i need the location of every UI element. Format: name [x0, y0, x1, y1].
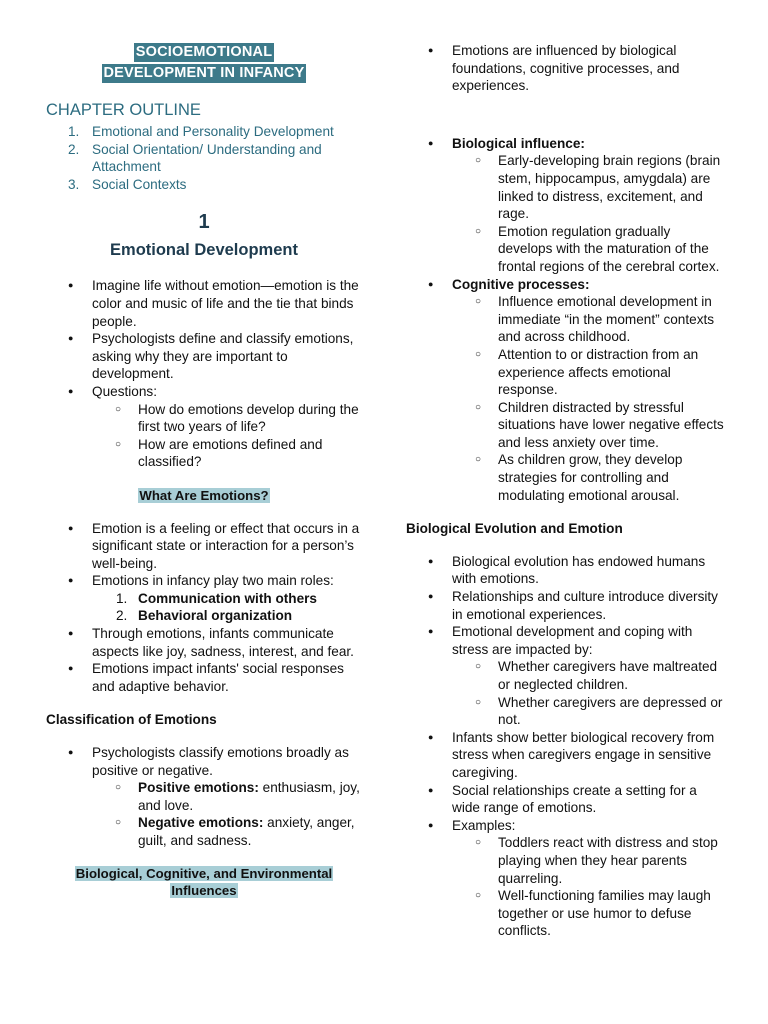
list-item: ○ Children distracted by stressful situations have lower negative effects and less anxiety over time.: [452, 399, 728, 452]
document-title: [46, 43, 362, 83]
right-column: [406, 0, 728, 940]
outline-item: 2. Social Orientation/ Understanding and Attachment: [68, 141, 322, 175]
list-item: ● Emotions are influenced by biological foundations, cognitive processes, and experiences.: [406, 42, 728, 95]
list-item: ● Infants show better biological recovery from stress when caregivers engage in sensitive caregiving.: [406, 729, 728, 782]
list-item: ○ Well-functioning families may laugh together or use humor to defuse conflicts.: [452, 887, 728, 940]
list-item: ○ As children grow, they develop strategies for controlling and modulating emotional arousal.: [452, 451, 728, 504]
title-line-1: SOCIOEMOTIONAL: [135, 44, 273, 60]
title-line-2: DEVELOPMENT IN INFANCY: [103, 65, 305, 81]
list-item: ○ Toddlers react with distress and stop playing when they hear parents quarreling.: [452, 834, 728, 887]
factors-list: [406, 135, 728, 504]
list-item: ● Emotion is a feeling or effect that occurs in a significant state or interaction for a person’s well-being.: [46, 520, 362, 573]
list-item: ○ How are emotions defined and classified?: [92, 436, 362, 471]
questions-list: [92, 401, 362, 471]
chapter-number: 1: [198, 211, 210, 234]
examples-list: [452, 834, 728, 940]
influences-heading: Biological, Cognitive, and Environmental Influences: [75, 865, 333, 899]
outline-item: 1. Emotional and Personality Development: [68, 124, 334, 139]
emotion-types-list: [92, 779, 362, 849]
chapter-title: Emotional Development: [110, 241, 298, 260]
list-item: ● Social relationships create a setting for a wide range of emotions.: [406, 782, 728, 817]
list-item: ○ Whether caregivers are depressed or not.: [452, 694, 728, 729]
list-item: ● Psychologists classify emotions broadly as positive or negative. ○ Positive emotions: enthusiasm, joy, and love. ○ Negative emotions: anxiety, anger, guilt, and sadness.: [46, 744, 362, 850]
what-are-list: [46, 520, 362, 696]
what-are-emotions-heading: What Are Emotions?: [139, 487, 269, 503]
cognitive-list: [452, 293, 728, 504]
biological-list: [452, 152, 728, 275]
list-item: ○ Emotion regulation gradually develops with the maturation of the frontal regions of the cerebral cortex.: [452, 223, 728, 276]
list-item: ○ Negative emotions: anxiety, anger, guilt, and sadness.: [92, 814, 362, 849]
left-column: [46, 0, 362, 900]
list-item: ● Emotions impact infants' social responses and adaptive behavior.: [46, 660, 362, 695]
evolution-heading: Biological Evolution and Emotion: [406, 521, 623, 537]
list-item: 1. Communication with others: [116, 590, 317, 606]
list-item: ○ Whether caregivers have maltreated or neglected children.: [452, 658, 728, 693]
list-item: ● Imagine life without emotion—emotion is the color and music of life and the tie that binds people.: [46, 277, 362, 330]
list-item: ● Emotions in infancy play two main roles: 1. Communication with others 2. Behavioral organization: [46, 572, 362, 625]
list-item: ○ Attention to or distraction from an experience affects emotional response.: [452, 346, 728, 399]
chapter-outline-heading: CHAPTER OUTLINE: [46, 101, 201, 119]
list-item: ● Relationships and culture introduce diversity in emotional experiences.: [406, 588, 728, 623]
list-item: 2. Behavioral organization: [116, 608, 293, 624]
list-item: ● Emotional development and coping with stress are impacted by: ○ Whether caregivers have maltreated or neglected children. ○ Whether caregivers are depressed or not.: [406, 623, 728, 729]
list-item: ○ How do emotions develop during the first two years of life?: [92, 401, 362, 436]
influences-list: [406, 42, 728, 95]
list-item: ● Biological influence: ○ Early-developing brain regions (brain stem, hippocampus, amygdala) are linked to distress, excitement, and rage. ○ Emotion regulation gradually develops with the maturation of the frontal regions of the cerebral cortex.: [406, 135, 728, 276]
roles-list: [92, 590, 362, 625]
list-item: ● Cognitive processes: ○ Influence emotional development in immediate “in the moment” contexts and across childhood. ○ Attention to or distraction from an experience affects emotional response. ○ Children distracted by stressful situations have lower negative effects and less anxiety over time. ○ As children grow, they develop strategies for controlling and modulating emotional arousal.: [406, 276, 728, 505]
list-item: ○ Early-developing brain regions (brain stem, hippocampus, amygdala) are linked to distress, excitement, and rage.: [452, 152, 728, 222]
evolution-list: [406, 553, 728, 940]
classification-list: [46, 744, 362, 850]
list-item: ● Through emotions, infants communicate aspects like joy, sadness, interest, and fear.: [46, 625, 362, 660]
classification-heading: Classification of Emotions: [46, 712, 217, 728]
stress-factors-list: [452, 658, 728, 728]
list-item: ● Biological evolution has endowed humans with emotions.: [406, 553, 728, 588]
list-item: ○ Influence emotional development in immediate “in the moment” contexts and across childhood.: [452, 293, 728, 346]
list-item: ● Psychologists define and classify emotions, asking why they are important to development.: [46, 330, 362, 383]
list-item: ● Examples: ○ Toddlers react with distress and stop playing when they hear parents quarreling. ○ Well-functioning families may laugh together or use humor to defuse conflicts.: [406, 817, 728, 940]
chapter-outline-list: [46, 123, 362, 193]
list-item: ● Questions: ○ How do emotions develop during the first two years of life? ○ How are emotions defined and classified?: [46, 383, 362, 471]
list-item: ○ Positive emotions: enthusiasm, joy, and love.: [92, 779, 362, 814]
outline-item: 3. Social Contexts: [68, 176, 187, 192]
intro-list: [46, 277, 362, 471]
